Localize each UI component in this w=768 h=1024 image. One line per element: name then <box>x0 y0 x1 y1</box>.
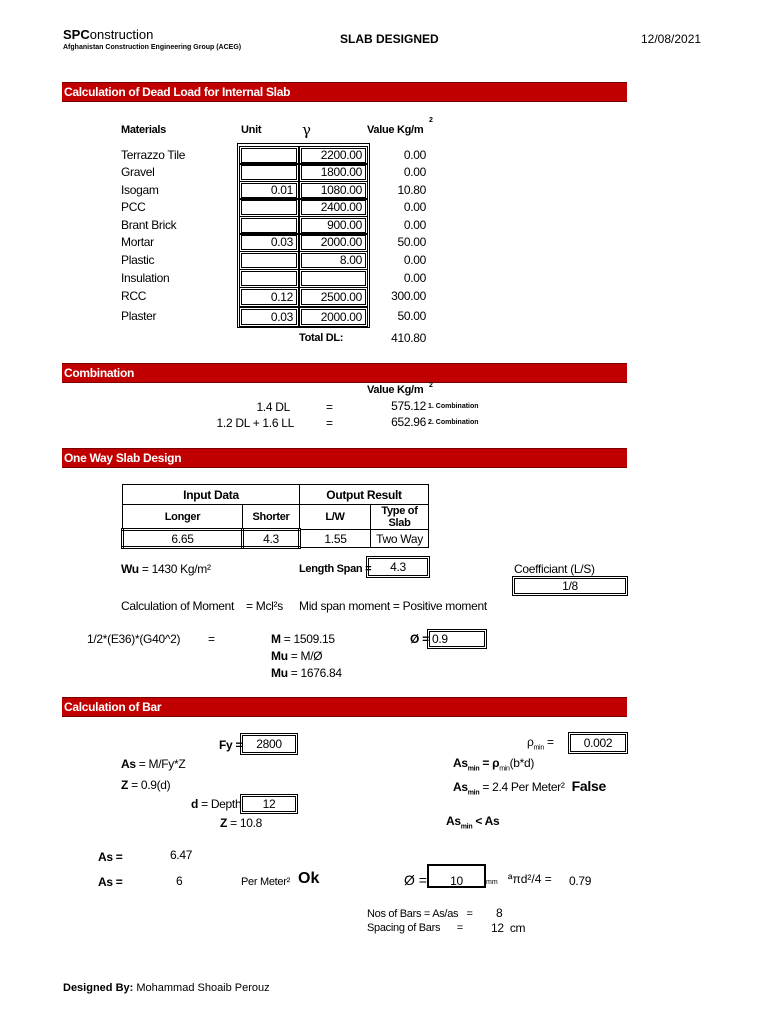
section-one-way-title: One Way Slab Design <box>64 451 182 465</box>
col-gamma: γ <box>302 121 311 139</box>
length-span-input[interactable]: 4.3 <box>366 556 430 578</box>
moment-formula: = Mcl²s <box>246 599 283 613</box>
m-value: = 1509.15 <box>283 632 335 646</box>
unit-cell[interactable]: 0.01 <box>239 181 299 200</box>
length-span-label: Length Span = <box>299 563 372 575</box>
d-line <box>191 797 241 811</box>
designer-name: Mohammad Shoaib Perouz <box>136 982 270 994</box>
area-value: 0.79 <box>569 874 592 888</box>
z2-label: Z <box>220 816 228 830</box>
dia-label: Ø = <box>404 872 427 888</box>
mu-value: = 1676.84 <box>290 666 342 680</box>
as-label: As <box>121 757 136 771</box>
combo-1-value: 575.12 <box>391 399 426 413</box>
nos-value: 8 <box>496 906 503 920</box>
z-label: Z <box>121 778 129 792</box>
load-value: 10.80 <box>397 183 426 197</box>
cmp-rest: < As <box>475 814 500 828</box>
gamma-cell[interactable]: 8.00 <box>299 251 368 270</box>
combo-1-note: 1. Combination <box>428 403 479 410</box>
header-date: 12/08/2021 <box>641 32 702 46</box>
input-frame <box>237 143 370 328</box>
section-dead-load-title: Calculation of Dead Load for Internal Slab <box>64 85 291 99</box>
shorter-value[interactable]: 4.3 <box>243 530 300 548</box>
false-text: False <box>571 778 606 794</box>
phi-label: Ø = <box>410 632 429 646</box>
load-value: 0.00 <box>403 165 426 179</box>
h-lw: L/W <box>300 505 371 530</box>
section-one-way <box>62 448 627 468</box>
material-name: Gravel <box>121 165 155 179</box>
ok-text: Ok <box>298 870 320 887</box>
combo-value-sup: 2 <box>429 382 433 389</box>
load-value: 0.00 <box>403 253 426 267</box>
phi-input[interactable]: 0.9 <box>427 629 487 649</box>
designed-label: Designed By: <box>63 982 134 994</box>
asmin-formula-a: = ρ <box>482 756 500 770</box>
col-value <box>367 124 423 136</box>
h-type: Type of Slab <box>371 505 429 530</box>
designed-by <box>63 982 270 994</box>
col-unit: Unit <box>241 124 262 136</box>
asmin-formula-line <box>453 756 534 772</box>
z-formula-line <box>121 778 170 792</box>
asmin2-sub: min <box>467 789 480 797</box>
asmin-compare <box>446 814 499 830</box>
gamma-cell[interactable]: 2400.00 <box>299 198 368 217</box>
spacing-label: Spacing of Bars = <box>367 922 463 934</box>
gamma-cell[interactable]: 1800.00 <box>299 163 368 182</box>
dia-unit: mm <box>486 879 498 886</box>
formula-eq: = <box>208 632 215 646</box>
col-value-label: Value Kg/m <box>367 124 424 136</box>
as2-label: As = <box>98 875 123 889</box>
material-name: Isogam <box>121 183 159 197</box>
cmp-label: As <box>446 814 461 828</box>
asmin2-value: = 2.4 Per Meter² <box>482 780 565 794</box>
material-name: Plaster <box>121 309 157 323</box>
mu-line-2 <box>271 666 342 680</box>
brand <box>63 27 153 42</box>
cmp-sub: min <box>460 823 473 831</box>
total-dl-label: Total DL: <box>299 332 344 344</box>
total-dl-value: 410.80 <box>391 331 426 345</box>
longer-value[interactable]: 6.65 <box>123 530 243 548</box>
section-combination <box>62 363 627 383</box>
material-name: Terrazzo Tile <box>121 148 186 162</box>
page-title: SLAB DESIGNED <box>340 32 439 46</box>
unit-cell[interactable]: 0.03 <box>239 307 299 327</box>
load-value: 0.00 <box>403 218 426 232</box>
gamma-cell[interactable]: 1080.00 <box>299 181 368 200</box>
mu-label-2: Mu <box>271 666 288 680</box>
asmin-formula-sub: min <box>499 765 510 773</box>
section-bar-calc <box>62 697 627 717</box>
combo-1-eq: = <box>326 400 333 414</box>
mid-span-text: Mid span moment = Positive moment <box>299 599 487 613</box>
rho-eq: = <box>546 735 554 749</box>
asmin-label: As <box>453 756 468 770</box>
load-value: 0.00 <box>403 200 426 214</box>
as-formula-line <box>121 757 185 771</box>
fy-input[interactable]: 2800 <box>240 733 298 755</box>
gamma-cell[interactable]: 2000.00 <box>299 233 368 252</box>
material-name: Plastic <box>121 253 155 267</box>
formula-expr: 1/2*(E36)*(G40^2) <box>87 632 181 646</box>
as2-value: 6 <box>176 874 183 888</box>
dia-input[interactable]: 10 <box>427 864 486 888</box>
load-value: 300.00 <box>391 289 426 303</box>
col-value-sup: 2 <box>429 117 433 124</box>
fy-label: Fy = <box>219 738 243 752</box>
load-value: 0.00 <box>403 148 426 162</box>
section-combination-title: Combination <box>64 366 135 380</box>
slab-input-output-table <box>121 484 429 549</box>
load-value: 50.00 <box>397 309 426 323</box>
section-dead-load <box>62 82 627 102</box>
material-name: Mortar <box>121 235 154 249</box>
material-name: PCC <box>121 200 146 214</box>
asmin2-label: As <box>453 780 468 794</box>
combo-2-expr: 1.2 DL + 1.6 LL <box>216 416 294 430</box>
brand-bold: SPC <box>63 27 90 42</box>
section-bar-calc-title: Calculation of Bar <box>64 700 162 714</box>
rho-label: ρ <box>527 735 534 749</box>
spacing-value: 12 cm <box>491 921 526 935</box>
m-line <box>271 632 335 646</box>
coef-input[interactable]: 1/8 <box>512 576 628 596</box>
d-label: d <box>191 797 199 811</box>
org-name: Afghanistan Construction Engineering Group (ACEG) <box>63 44 242 51</box>
rho-sub: min <box>533 744 544 752</box>
asmin-value-line <box>453 778 606 796</box>
combo-1-expr: 1.4 DL <box>256 400 290 414</box>
nos-label: Nos of Bars = As/as = <box>367 908 473 920</box>
d-eq: = Depth <box>201 797 242 811</box>
gamma-cell[interactable]: 2500.00 <box>299 287 368 307</box>
z2-value: = 10.8 <box>230 816 262 830</box>
combo-2-value: 652.96 <box>391 415 426 429</box>
mu-line-1 <box>271 649 322 663</box>
h-longer: Longer <box>123 505 243 530</box>
wu-label: Wu <box>121 562 139 576</box>
col-materials: Materials <box>121 124 166 136</box>
mu-expr: = M/Ø <box>290 649 323 663</box>
m-label: M <box>271 632 281 646</box>
h-shorter: Shorter <box>243 505 300 530</box>
as1-value: 6.47 <box>170 848 193 862</box>
z-value-line <box>220 816 262 830</box>
material-name: RCC <box>121 289 147 303</box>
unit-cell[interactable]: 0.12 <box>239 287 299 307</box>
mu-label: Mu <box>271 649 288 663</box>
z-formula: = 0.9(d) <box>131 778 171 792</box>
gamma-cell[interactable]: 900.00 <box>299 216 368 235</box>
per-meter: Per Meter² <box>241 876 290 888</box>
wu-value: = 1430 Kg/m² <box>141 562 211 576</box>
d-input[interactable]: 12 <box>240 794 298 814</box>
combo-2-note: 2. Combination <box>428 419 479 426</box>
rho-line <box>527 735 554 751</box>
area-formula: ªπd²/4 = <box>508 872 552 886</box>
asmin-formula-b: (b*d) <box>509 756 535 770</box>
as-formula: = M/Fy*Z <box>138 757 186 771</box>
wu-line <box>121 562 211 576</box>
load-value: 0.00 <box>403 271 426 285</box>
output-result-header: Output Result <box>300 485 429 505</box>
asmin-sub: min <box>467 765 480 773</box>
rho-input[interactable]: 0.002 <box>568 732 628 754</box>
lw-value: 1.55 <box>300 530 371 548</box>
material-name: Brant Brick <box>121 218 177 232</box>
load-value: 50.00 <box>397 235 426 249</box>
combo-2-eq: = <box>326 416 333 430</box>
material-name: Insulation <box>121 271 170 285</box>
moment-label: Calculation of Moment <box>121 599 235 613</box>
input-data-header: Input Data <box>123 485 300 505</box>
type-value: Two Way <box>371 530 429 548</box>
coef-label: Coefficiant (L/S) <box>514 562 595 576</box>
gamma-cell[interactable]: 2000.00 <box>299 307 368 327</box>
as1-label: As = <box>98 850 123 864</box>
gamma-cell[interactable]: 2200.00 <box>299 146 368 165</box>
unit-cell[interactable]: 0.03 <box>239 233 299 252</box>
combo-value-header: Value Kg/m <box>367 384 424 396</box>
brand-rest: onstruction <box>89 27 154 42</box>
